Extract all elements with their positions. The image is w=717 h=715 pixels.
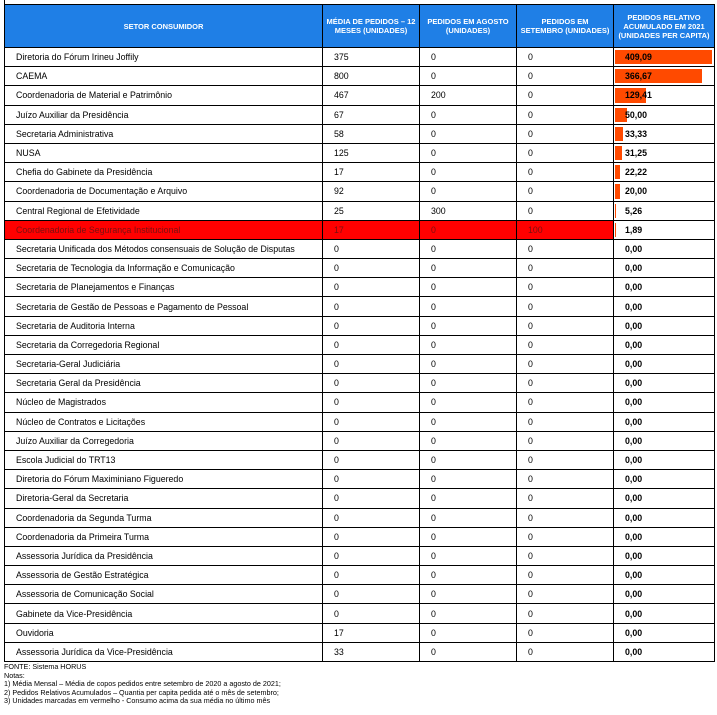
cell-setor: Gabinete da Vice-Presidência [5, 604, 323, 623]
cell-setor: Secretaria de Auditoria Interna [5, 316, 323, 335]
cell-setembro: 0 [517, 470, 614, 489]
capita-value: 0,00 [625, 397, 643, 408]
cell-capita [614, 124, 715, 143]
note-item: 1) Média Mensal – Média de copos pedidos entre setembro de 2020 a agosto de 2021; [4, 679, 281, 689]
capita-value: 50,00 [625, 109, 648, 120]
cell-agosto: 0 [420, 585, 517, 604]
table-row [5, 297, 715, 316]
cell-setor: Assessoria de Comunicação Social [5, 585, 323, 604]
cell-setembro: 0 [517, 566, 614, 585]
cell-agosto: 0 [420, 604, 517, 623]
cell-media: 0 [323, 585, 420, 604]
capita-value: 31,25 [625, 148, 648, 159]
cell-setor: Escola Judicial do TRT13 [5, 450, 323, 469]
cell-capita [614, 163, 715, 182]
capita-value: 366,67 [625, 71, 652, 82]
cell-setembro: 0 [517, 335, 614, 354]
header-setembro: PEDIDOS EM SETEMBRO (UNIDADES) [517, 5, 614, 48]
cell-setor: Diretoria-Geral da Secretaria [5, 489, 323, 508]
cell-agosto: 0 [420, 105, 517, 124]
capita-value: 0,00 [625, 512, 643, 523]
cell-setor: Secretaria de Tecnologia da Informação e Comunicação [5, 259, 323, 278]
cell-capita [614, 642, 715, 661]
cell-media: 17 [323, 623, 420, 642]
cell-capita [614, 470, 715, 489]
table-row [5, 431, 715, 450]
cell-capita [614, 201, 715, 220]
capita-value: 0,00 [625, 455, 643, 466]
cell-agosto: 0 [420, 642, 517, 661]
cell-capita [614, 86, 715, 105]
cell-setor: Juízo Auxiliar da Presidência [5, 105, 323, 124]
cell-setembro: 0 [517, 431, 614, 450]
cell-setor: Coordenadoria de Segurança Institucional [5, 220, 323, 239]
source-note: FONTE: Sistema HORUS [4, 662, 87, 671]
cell-setor: Secretaria Administrativa [5, 124, 323, 143]
cell-capita [614, 143, 715, 162]
cell-capita [614, 259, 715, 278]
cell-media: 0 [323, 259, 420, 278]
cell-capita [614, 623, 715, 642]
capita-value: 0,00 [625, 608, 643, 619]
cell-agosto: 0 [420, 297, 517, 316]
consumption-table [4, 4, 715, 662]
cell-agosto: 300 [420, 201, 517, 220]
capita-value: 0,00 [625, 378, 643, 389]
cell-media: 0 [323, 508, 420, 527]
cell-capita [614, 105, 715, 124]
notes-label: Notas: [4, 670, 25, 680]
cell-setembro: 0 [517, 355, 614, 374]
cell-setor: Secretaria Geral da Presidência [5, 374, 323, 393]
cell-capita [614, 412, 715, 431]
cell-media: 0 [323, 604, 420, 623]
table-row [5, 623, 715, 642]
cell-media: 17 [323, 163, 420, 182]
cell-capita [614, 297, 715, 316]
cell-capita [614, 278, 715, 297]
cell-capita [614, 566, 715, 585]
cell-media: 0 [323, 374, 420, 393]
capita-value: 0,00 [625, 282, 643, 293]
table-row [5, 220, 715, 239]
cell-agosto: 0 [420, 566, 517, 585]
cell-media: 0 [323, 431, 420, 450]
cell-agosto: 0 [420, 355, 517, 374]
cell-agosto: 0 [420, 470, 517, 489]
cell-setembro: 0 [517, 489, 614, 508]
table-row [5, 278, 715, 297]
cell-media: 800 [323, 67, 420, 86]
cell-setor: Assessoria de Gestão Estratégica [5, 566, 323, 585]
cell-capita [614, 239, 715, 258]
cell-capita [614, 220, 715, 239]
cell-agosto: 0 [420, 163, 517, 182]
cell-media: 0 [323, 412, 420, 431]
cell-agosto: 0 [420, 546, 517, 565]
cell-setembro: 0 [517, 527, 614, 546]
cell-setembro: 0 [517, 508, 614, 527]
cell-media: 0 [323, 566, 420, 585]
cell-media: 0 [323, 470, 420, 489]
cell-agosto: 0 [420, 508, 517, 527]
cell-setembro: 0 [517, 259, 614, 278]
cell-media: 0 [323, 335, 420, 354]
cell-agosto: 0 [420, 220, 517, 239]
cell-setembro: 0 [517, 163, 614, 182]
cell-setor: Coordenadoria da Primeira Turma [5, 527, 323, 546]
cell-setembro: 0 [517, 182, 614, 201]
cell-setor: Coordenadoria de Material e Patrimônio [5, 86, 323, 105]
cell-setembro: 0 [517, 623, 614, 642]
table-header-row [5, 5, 715, 48]
table-row [5, 201, 715, 220]
table-body [5, 48, 715, 662]
cell-setor: Diretoria do Fórum Maximiniano Figueredo [5, 470, 323, 489]
table-row [5, 259, 715, 278]
table-row [5, 143, 715, 162]
table-row [5, 412, 715, 431]
table-row [5, 527, 715, 546]
table-row [5, 470, 715, 489]
cell-setor: Coordenadoria de Documentação e Arquivo [5, 182, 323, 201]
capita-value: 0,00 [625, 435, 643, 446]
cell-setembro: 0 [517, 201, 614, 220]
capita-value: 0,00 [625, 646, 643, 657]
cell-capita [614, 393, 715, 412]
table-row [5, 163, 715, 182]
cell-setor: Diretoria do Fórum Irineu Joffily [5, 48, 323, 67]
cell-agosto: 0 [420, 431, 517, 450]
cell-agosto: 200 [420, 86, 517, 105]
capita-value: 1,89 [625, 224, 643, 235]
cell-media: 0 [323, 316, 420, 335]
cell-media: 92 [323, 182, 420, 201]
table-row [5, 239, 715, 258]
cell-capita [614, 67, 715, 86]
cell-setembro: 0 [517, 86, 614, 105]
table-row [5, 316, 715, 335]
table-row [5, 355, 715, 374]
cell-media: 0 [323, 393, 420, 412]
cell-setembro: 0 [517, 316, 614, 335]
cell-setor: Juízo Auxiliar da Corregedoria [5, 431, 323, 450]
capita-value: 0,00 [625, 359, 643, 370]
table-row [5, 585, 715, 604]
cell-media: 0 [323, 239, 420, 258]
cell-capita [614, 316, 715, 335]
cell-agosto: 0 [420, 278, 517, 297]
table-row [5, 182, 715, 201]
capita-value: 0,00 [625, 339, 643, 350]
table-row [5, 374, 715, 393]
cell-setor: Assessoria Jurídica da Presidência [5, 546, 323, 565]
cell-media: 17 [323, 220, 420, 239]
cell-setembro: 0 [517, 124, 614, 143]
table-row [5, 48, 715, 67]
report-container [4, 0, 714, 706]
table-row [5, 450, 715, 469]
cell-setembro: 0 [517, 48, 614, 67]
table-row [5, 566, 715, 585]
cell-capita [614, 527, 715, 546]
cell-agosto: 0 [420, 335, 517, 354]
cell-setembro: 0 [517, 393, 614, 412]
capita-value: 0,00 [625, 243, 643, 254]
capita-value: 0,00 [625, 493, 643, 504]
table-row [5, 546, 715, 565]
cell-agosto: 0 [420, 450, 517, 469]
cell-capita [614, 431, 715, 450]
cell-media: 467 [323, 86, 420, 105]
cell-capita [614, 585, 715, 604]
cell-agosto: 0 [420, 259, 517, 278]
cell-agosto: 0 [420, 527, 517, 546]
capita-value: 20,00 [625, 186, 648, 197]
note-item: 3) Unidades marcadas em vermelho - Consumo acima da sua média no último mês [4, 696, 271, 706]
cell-setembro: 0 [517, 546, 614, 565]
capita-value: 409,09 [625, 52, 652, 63]
table-row [5, 393, 715, 412]
cell-setembro: 0 [517, 67, 614, 86]
cell-capita [614, 335, 715, 354]
table-row [5, 67, 715, 86]
cell-setembro: 0 [517, 374, 614, 393]
table-row [5, 105, 715, 124]
note-item: 2) Pedidos Relativos Acumulados – Quantia per capita pedida até o mês de setembro; [4, 687, 279, 697]
cell-setor: Núcleo de Magistrados [5, 393, 323, 412]
cell-agosto: 0 [420, 489, 517, 508]
table-row [5, 642, 715, 661]
cell-setembro: 0 [517, 642, 614, 661]
cell-setor: CAEMA [5, 67, 323, 86]
cell-setor: Chefia do Gabinete da Presidência [5, 163, 323, 182]
cell-agosto: 0 [420, 623, 517, 642]
cell-media: 125 [323, 143, 420, 162]
cell-setor: Ouvidoria [5, 623, 323, 642]
cell-media: 0 [323, 546, 420, 565]
cell-capita [614, 374, 715, 393]
header-agosto: PEDIDOS EM AGOSTO (UNIDADES) [420, 5, 517, 48]
table-row [5, 335, 715, 354]
cell-agosto: 0 [420, 412, 517, 431]
capita-value: 5,26 [625, 205, 643, 216]
cell-setor: NUSA [5, 143, 323, 162]
cell-setor: Coordenadoria da Segunda Turma [5, 508, 323, 527]
cell-media: 0 [323, 297, 420, 316]
capita-value: 0,00 [625, 416, 643, 427]
cell-media: 0 [323, 355, 420, 374]
cell-media: 33 [323, 642, 420, 661]
cell-setor: Assessoria Jurídica da Vice-Presidência [5, 642, 323, 661]
header-media: MÉDIA DE PEDIDOS – 12 MESES (UNIDADES) [323, 5, 420, 48]
table-row [5, 508, 715, 527]
capita-value: 22,22 [625, 167, 648, 178]
cell-setor: Secretaria da Corregedoria Regional [5, 335, 323, 354]
table-row [5, 86, 715, 105]
cell-capita [614, 604, 715, 623]
cell-capita [614, 182, 715, 201]
cell-setor: Secretaria de Gestão de Pessoas e Pagamento de Pessoal [5, 297, 323, 316]
cell-capita [614, 355, 715, 374]
capita-value: 0,00 [625, 263, 643, 274]
cell-setor: Secretaria Unificada dos Métodos consensuais de Solução de Disputas [5, 239, 323, 258]
cell-setor: Secretaria-Geral Judiciária [5, 355, 323, 374]
capita-value: 0,00 [625, 589, 643, 600]
capita-value: 0,00 [625, 474, 643, 485]
table-row [5, 604, 715, 623]
cell-capita [614, 489, 715, 508]
capita-value: 129,41 [625, 90, 652, 101]
cell-media: 0 [323, 527, 420, 546]
table-row [5, 489, 715, 508]
cell-capita [614, 450, 715, 469]
cell-agosto: 0 [420, 182, 517, 201]
cell-media: 25 [323, 201, 420, 220]
cell-media: 58 [323, 124, 420, 143]
cell-setembro: 0 [517, 585, 614, 604]
cell-agosto: 0 [420, 67, 517, 86]
cell-agosto: 0 [420, 316, 517, 335]
cell-setor: Núcleo de Contratos e Licitações [5, 412, 323, 431]
cell-setembro: 0 [517, 143, 614, 162]
capita-value: 0,00 [625, 531, 643, 542]
capita-value: 0,00 [625, 570, 643, 581]
capita-value: 0,00 [625, 320, 643, 331]
cell-capita [614, 48, 715, 67]
cell-agosto: 0 [420, 393, 517, 412]
cell-media: 375 [323, 48, 420, 67]
cell-media: 0 [323, 450, 420, 469]
cell-media: 0 [323, 489, 420, 508]
cell-setembro: 0 [517, 278, 614, 297]
notes-block [4, 663, 714, 706]
capita-value: 0,00 [625, 627, 643, 638]
cell-setor: Central Regional de Efetividade [5, 201, 323, 220]
cell-setembro: 0 [517, 450, 614, 469]
cell-setembro: 0 [517, 604, 614, 623]
cell-setembro: 100 [517, 220, 614, 239]
header-setor: SETOR CONSUMIDOR [5, 5, 323, 48]
capita-value: 0,00 [625, 301, 643, 312]
cell-capita [614, 546, 715, 565]
cell-agosto: 0 [420, 374, 517, 393]
table-row [5, 124, 715, 143]
cell-setembro: 0 [517, 412, 614, 431]
cell-media: 67 [323, 105, 420, 124]
cell-agosto: 0 [420, 143, 517, 162]
cell-media: 0 [323, 278, 420, 297]
capita-value: 33,33 [625, 128, 648, 139]
cell-setor: Secretaria de Planejamentos e Finanças [5, 278, 323, 297]
cell-agosto: 0 [420, 239, 517, 258]
cell-capita [614, 508, 715, 527]
cell-setembro: 0 [517, 239, 614, 258]
capita-value: 0,00 [625, 550, 643, 561]
cell-agosto: 0 [420, 124, 517, 143]
cell-agosto: 0 [420, 48, 517, 67]
cell-setembro: 0 [517, 297, 614, 316]
cell-setembro: 0 [517, 105, 614, 124]
header-capita: PEDIDOS RELATIVO ACUMULADO EM 2021 (UNIDADES PER CAPITA) [614, 5, 715, 48]
